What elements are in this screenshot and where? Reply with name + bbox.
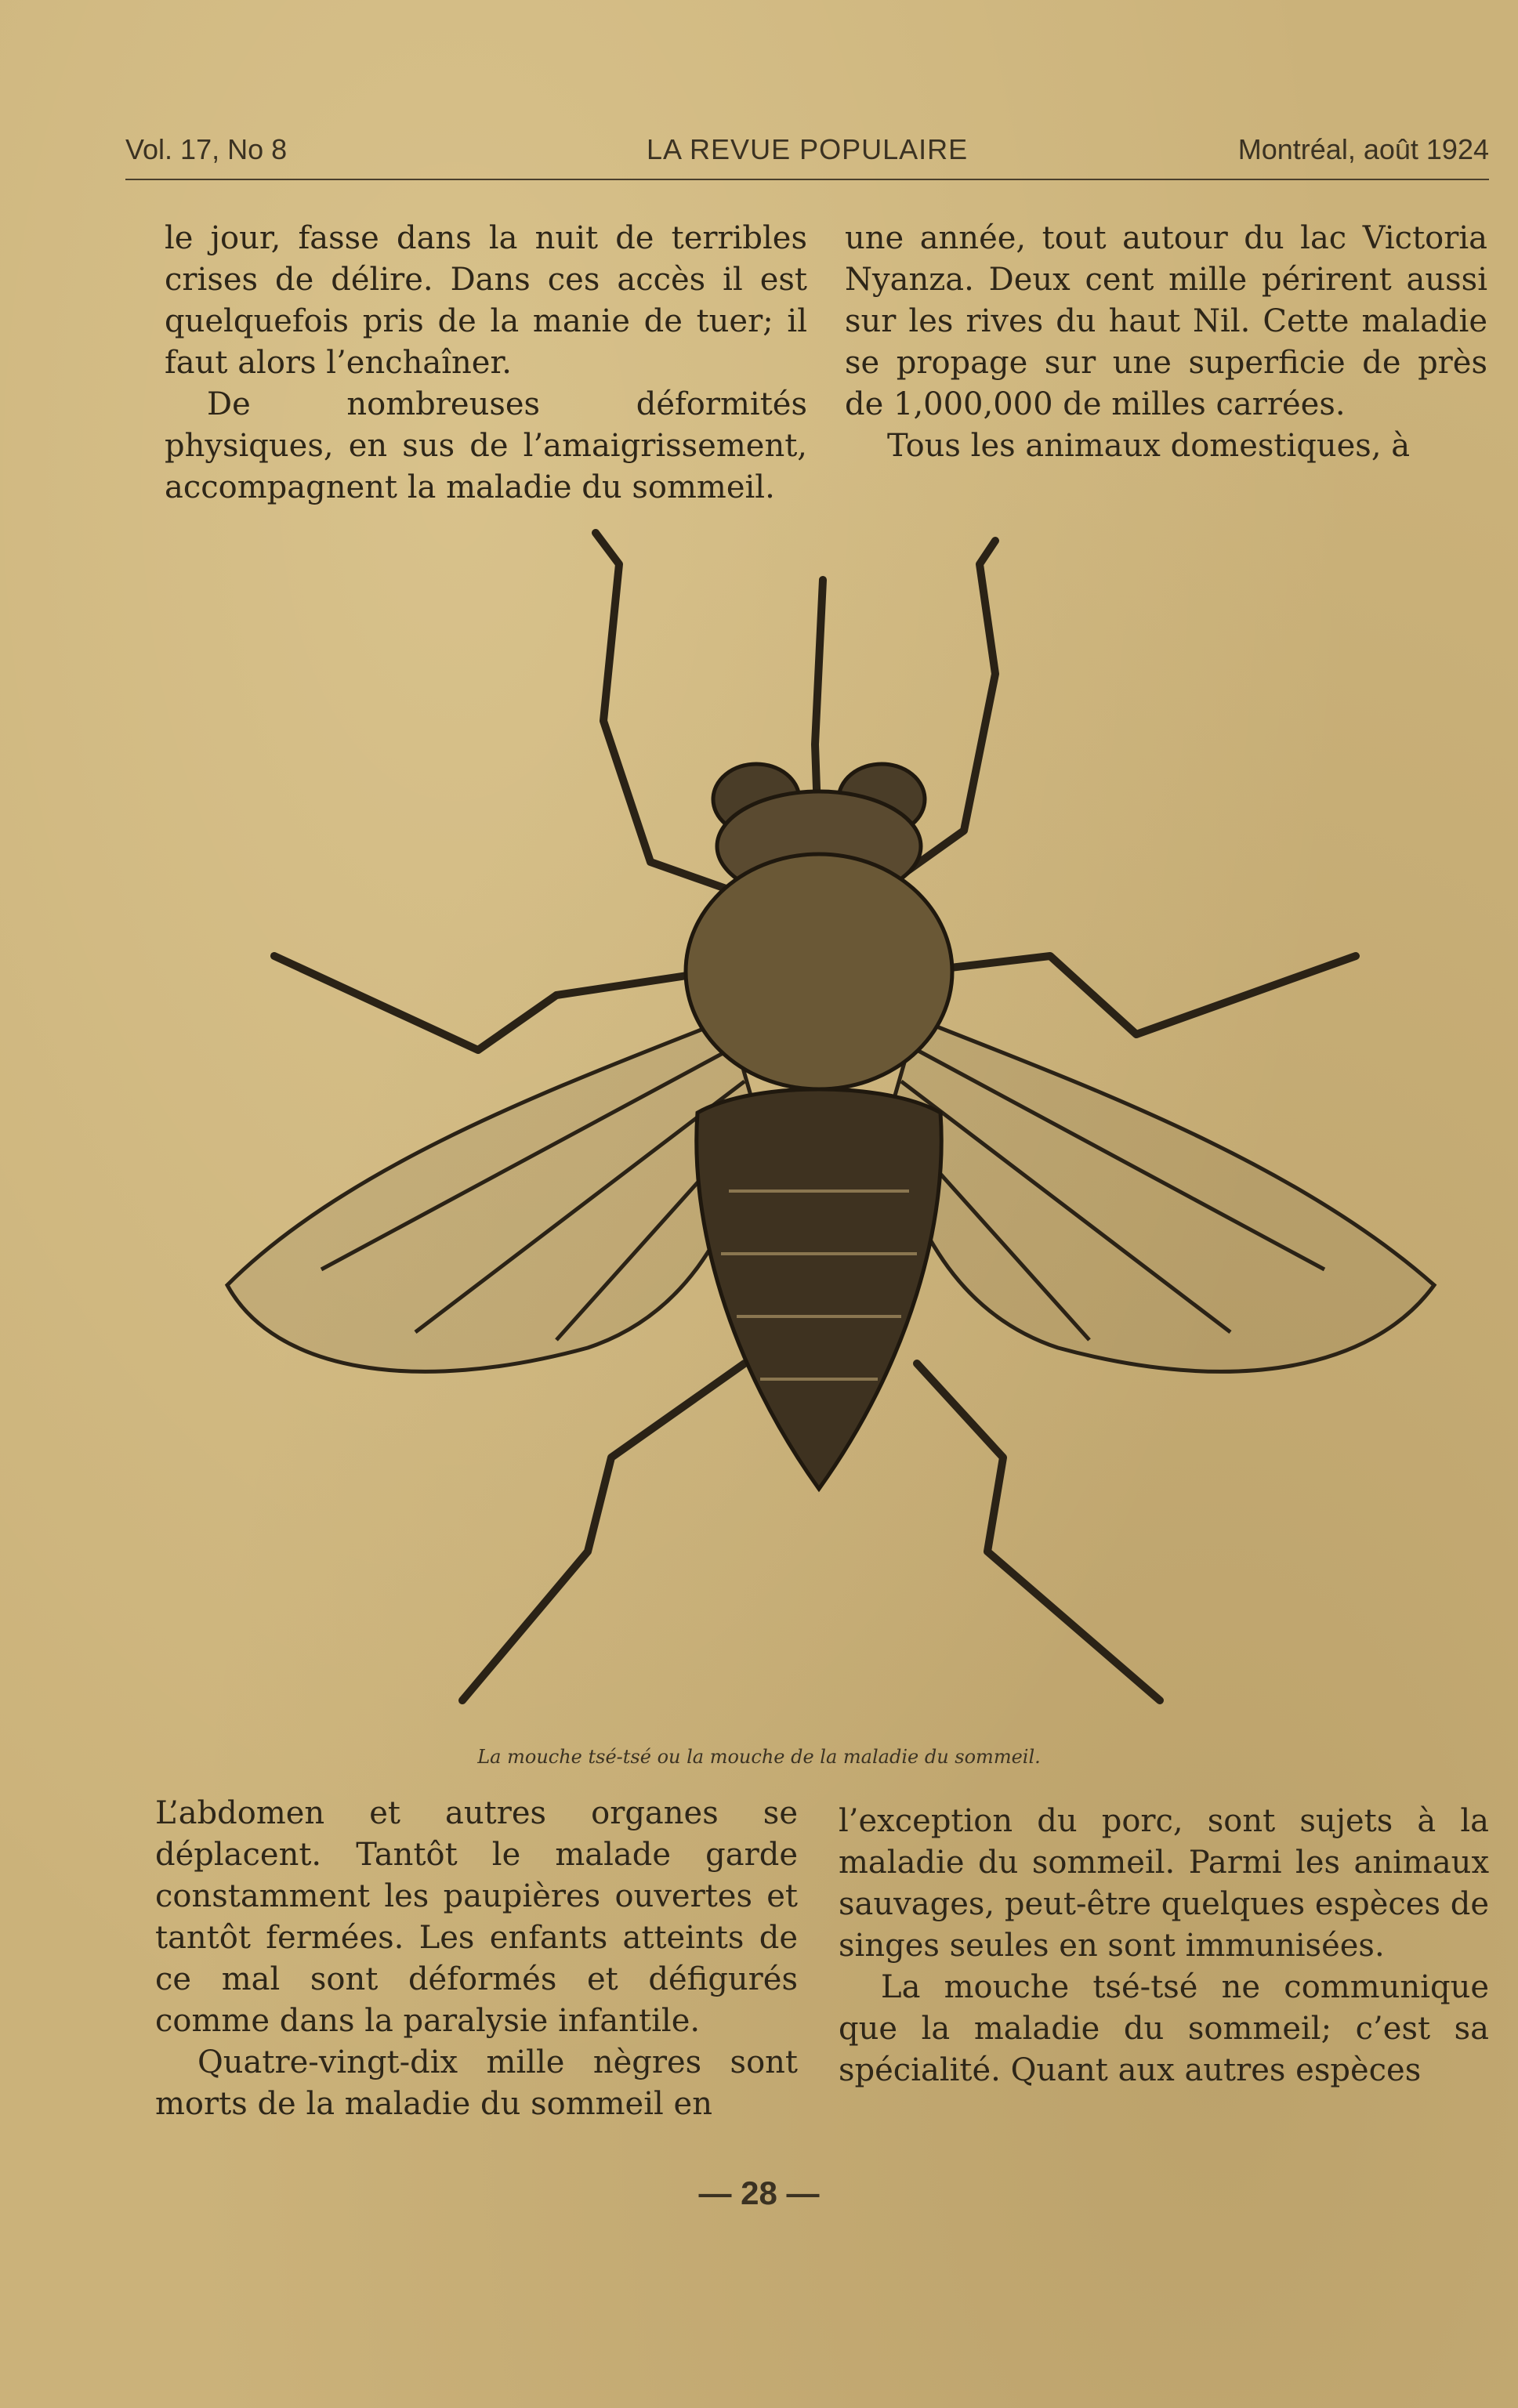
paragraph: La mouche tsé-tsé ne communique que la maladie du sommeil; c’est sa spécialité. Quant aux autres espèces <box>839 1969 1489 2088</box>
paragraph: une année, tout autour du lac Victoria Nyanza. Deux cent mille périrent aussi sur les rives du haut Nil. Cette maladie se propage sur une superficie de près de 1,000,000 de milles carrées. <box>845 220 1487 422</box>
paragraph: le jour, fasse dans la nuit de terribles crises de délire. Dans ces accès il est quelquefois pris de la manie de tuer; il faut alors l’enchaîner. <box>165 220 807 381</box>
page-header <box>125 125 1489 180</box>
header-rule <box>125 179 1489 180</box>
magazine-title: LA REVUE POPULAIRE <box>647 133 969 165</box>
volume-number: Vol. 17, No 8 <box>125 133 288 165</box>
column-top-right <box>845 218 1487 467</box>
page-number: — 28 — <box>698 2174 820 2211</box>
paragraph: Quatre-vingt-dix mille nègres sont morts de la maladie du sommeil en <box>155 2044 798 2122</box>
tsetse-fly-illustration <box>180 517 1465 1747</box>
issue-date: Montréal, août 1924 <box>1237 133 1489 165</box>
paragraph: Tous les animaux domestiques, à <box>887 428 1411 464</box>
column-bottom-left <box>155 1793 798 2125</box>
paragraph: l’exception du porc, sont sujets à la maladie du sommeil. Parmi les animaux sauvages, peut-être quelques espèces de singes seules en sont immunisées. <box>839 1803 1489 1964</box>
figure-caption: La mouche tsé-tsé ou la mouche de la maladie du sommeil. <box>477 1746 1041 1768</box>
paragraph: L’abdomen et autres organes se déplacent. Tantôt le malade garde constamment les paupières ouvertes et tantôt fermées. Les enfants atteints de ce mal sont déformés et défigurés comme dans la paralysie infantile. <box>155 1795 798 2039</box>
column-top-left <box>165 218 807 509</box>
paragraph: De nombreuses déformités physiques, en sus de l’amaigrissement, accompagnent la maladie du sommeil. <box>165 386 807 505</box>
column-bottom-right <box>839 1801 1489 2091</box>
